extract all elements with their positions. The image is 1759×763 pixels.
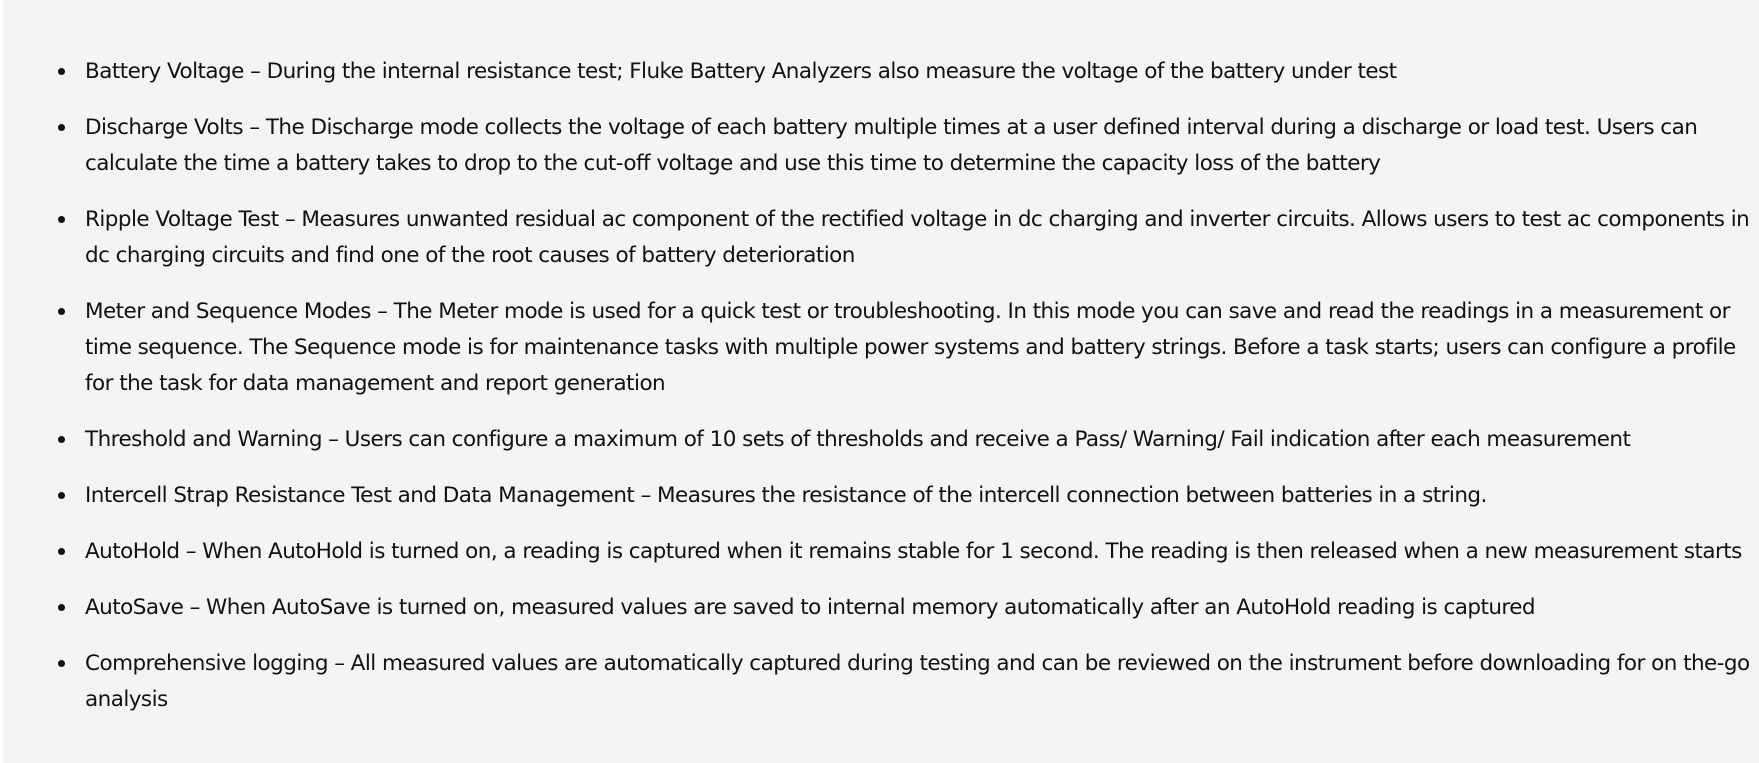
list-item: [85, 54, 1759, 90]
list-item-text: Intercell Strap Resistance Test and Data Management – Measures the resistance of the intercell connection between batteries in a string.: [85, 483, 1487, 508]
bullet-icon: [58, 492, 65, 499]
list-item-text: Ripple Voltage Test – Measures unwanted residual ac component of the rectified voltage in dc charging and inverter circuits. Allows users to test ac components in dc charging circuits and find one of the root causes of battery deterioration: [85, 207, 1750, 268]
list-item-text: Threshold and Warning – Users can configure a maximum of 10 sets of thresholds and receive a Pass/ Warning/ Fail indication after each measurement: [85, 427, 1631, 452]
bullet-icon: [58, 124, 65, 131]
list-item-text: Discharge Volts – The Discharge mode collects the voltage of each battery multiple times at a user defined interval during a discharge or load test. Users can calculate the time a battery takes to drop to the cut-off voltage and use this time to determine the capacity loss of the battery: [85, 115, 1698, 176]
list-item-text: AutoHold – When AutoHold is turned on, a reading is captured when it remains stable for 1 second. The reading is then released when a new measurement starts: [85, 539, 1742, 564]
list-item: [85, 202, 1759, 274]
bullet-icon: [58, 216, 65, 223]
list-item-text: Battery Voltage – During the internal resistance test; Fluke Battery Analyzers also measure the voltage of the battery under test: [85, 59, 1397, 84]
list-item-text: Comprehensive logging – All measured values are automatically captured during testing and can be reviewed on the instrument before downloading for on the-go analysis: [85, 651, 1750, 712]
list-item: [85, 646, 1759, 718]
bullet-icon: [58, 604, 65, 611]
list-item: [85, 294, 1759, 402]
bullet-icon: [58, 436, 65, 443]
list-item: [85, 422, 1759, 458]
list-item: [85, 110, 1759, 182]
bullet-icon: [58, 308, 65, 315]
list-item-text: AutoSave – When AutoSave is turned on, measured values are saved to internal memory automatically after an AutoHold reading is captured: [85, 595, 1535, 620]
bullet-icon: [58, 68, 65, 75]
list-item: [85, 534, 1759, 570]
list-item-text: Meter and Sequence Modes – The Meter mode is used for a quick test or troubleshooting. In this mode you can save and read the readings in a measurement or time sequence. The Sequence mode is for maintenance tasks with multiple power systems and battery strings. Before a task starts; users can configure a profile for the task for data management and report generation: [85, 299, 1736, 396]
list-item: [85, 590, 1759, 626]
bullet-icon: [58, 548, 65, 555]
content-panel: [3, 0, 1759, 763]
bullet-icon: [58, 660, 65, 667]
list-item: [85, 478, 1759, 514]
feature-list: [3, 54, 1759, 738]
